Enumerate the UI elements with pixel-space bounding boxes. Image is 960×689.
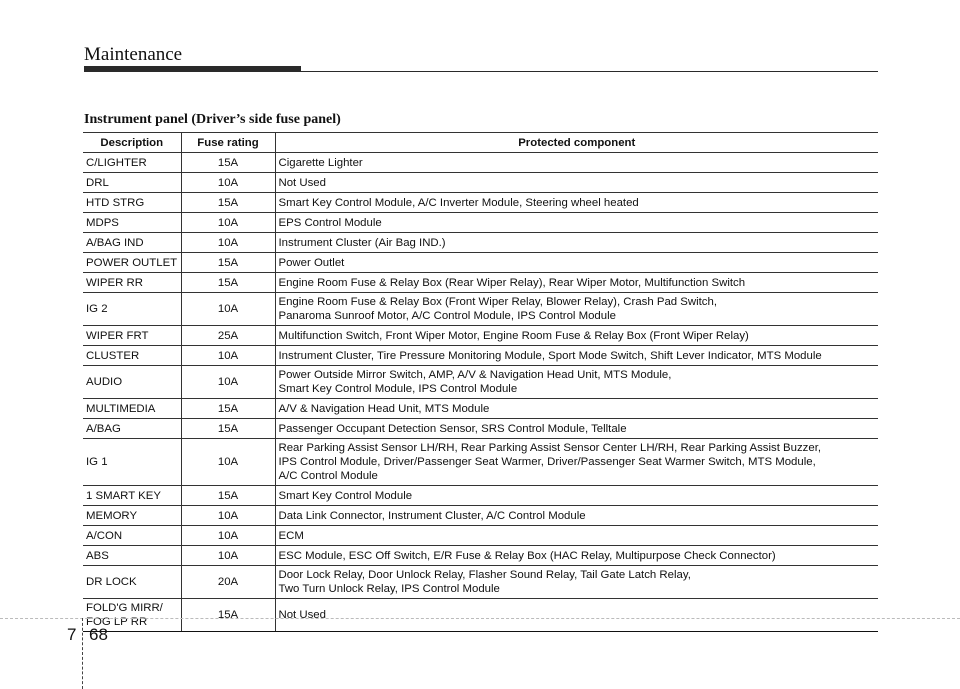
- table-row: [83, 193, 878, 213]
- row-protected-component: Power Outside Mirror Switch, AMP, A/V & Navigation Head Unit, MTS Module, Smart Key Control Module, IPS Control Module: [275, 366, 878, 399]
- table-row: [83, 486, 878, 506]
- row-protected-component: Cigarette Lighter: [275, 153, 878, 173]
- page-header-title: Maintenance: [84, 44, 183, 65]
- row-description: MDPS: [83, 213, 181, 233]
- row-fuse-rating: 15A: [181, 419, 275, 439]
- page-number-divider: [82, 618, 83, 689]
- row-protected-component: ESC Module, ESC Off Switch, E/R Fuse & Relay Box (HAC Relay, Multipurpose Check Connector): [275, 546, 878, 566]
- header-thin-rule: [84, 71, 878, 72]
- table-row: [83, 599, 878, 632]
- table-row: [83, 506, 878, 526]
- row-description: AUDIO: [83, 366, 181, 399]
- table-row: [83, 419, 878, 439]
- table-row: [83, 326, 878, 346]
- row-protected-component: Data Link Connector, Instrument Cluster, A/C Control Module: [275, 506, 878, 526]
- row-protected-component: Engine Room Fuse & Relay Box (Front Wiper Relay, Blower Relay), Crash Pad Switch, Panaroma Sunroof Motor, A/C Control Module, IPS Control Module: [275, 293, 878, 326]
- row-fuse-rating: 10A: [181, 213, 275, 233]
- row-fuse-rating: 15A: [181, 399, 275, 419]
- row-fuse-rating: 15A: [181, 486, 275, 506]
- header-protected-component: Protected component: [275, 133, 878, 153]
- row-fuse-rating: 10A: [181, 546, 275, 566]
- table-row: [83, 293, 878, 326]
- table-header-row: [83, 133, 878, 153]
- row-description: FOLD'G MIRR/ FOG LP RR: [83, 599, 181, 632]
- row-protected-component: Engine Room Fuse & Relay Box (Rear Wiper Relay), Rear Wiper Motor, Multifunction Switch: [275, 273, 878, 293]
- header-fuse-rating: Fuse rating: [181, 133, 275, 153]
- row-fuse-rating: 15A: [181, 273, 275, 293]
- row-description: MEMORY: [83, 506, 181, 526]
- row-fuse-rating: 15A: [181, 599, 275, 632]
- row-description: IG 2: [83, 293, 181, 326]
- row-protected-component: Rear Parking Assist Sensor LH/RH, Rear Parking Assist Sensor Center LH/RH, Rear Parking Assist Buzzer, IPS Control Module, Driver/Passenger Seat Warmer, Driver/Passenger Seat Warmer Switch, MTS Module, A/C Control Module: [275, 439, 878, 486]
- row-fuse-rating: 10A: [181, 233, 275, 253]
- row-protected-component: Door Lock Relay, Door Unlock Relay, Flasher Sound Relay, Tail Gate Latch Relay, Two Turn Unlock Relay, IPS Control Module: [275, 566, 878, 599]
- row-description: CLUSTER: [83, 346, 181, 366]
- row-description: DR LOCK: [83, 566, 181, 599]
- row-fuse-rating: 10A: [181, 173, 275, 193]
- row-protected-component: Power Outlet: [275, 253, 878, 273]
- row-fuse-rating: 10A: [181, 439, 275, 486]
- row-description: A/BAG: [83, 419, 181, 439]
- row-protected-component: Multifunction Switch, Front Wiper Motor, Engine Room Fuse & Relay Box (Front Wiper Relay): [275, 326, 878, 346]
- row-protected-component: EPS Control Module: [275, 213, 878, 233]
- table-row: [83, 399, 878, 419]
- table-row: [83, 566, 878, 599]
- row-description: C/LIGHTER: [83, 153, 181, 173]
- table-row: [83, 546, 878, 566]
- row-fuse-rating: 10A: [181, 293, 275, 326]
- row-fuse-rating: 10A: [181, 366, 275, 399]
- table-row: [83, 253, 878, 273]
- row-description: WIPER FRT: [83, 326, 181, 346]
- row-protected-component: Smart Key Control Module: [275, 486, 878, 506]
- row-fuse-rating: 15A: [181, 153, 275, 173]
- row-description: A/BAG IND: [83, 233, 181, 253]
- row-fuse-rating: 10A: [181, 346, 275, 366]
- header-description: Description: [83, 133, 181, 153]
- table-row: [83, 439, 878, 486]
- row-protected-component: Not Used: [275, 599, 878, 632]
- fuse-table: [83, 132, 878, 632]
- table-row: [83, 366, 878, 399]
- row-protected-component: Not Used: [275, 173, 878, 193]
- row-protected-component: Instrument Cluster, Tire Pressure Monitoring Module, Sport Mode Switch, Shift Lever Indicator, MTS Module: [275, 346, 878, 366]
- row-description: 1 SMART KEY: [83, 486, 181, 506]
- row-description: A/CON: [83, 526, 181, 546]
- row-fuse-rating: 10A: [181, 526, 275, 546]
- row-protected-component: Smart Key Control Module, A/C Inverter Module, Steering wheel heated: [275, 193, 878, 213]
- row-fuse-rating: 10A: [181, 506, 275, 526]
- table-row: [83, 233, 878, 253]
- row-description: WIPER RR: [83, 273, 181, 293]
- section-title: Instrument panel (Driver’s side fuse panel): [84, 112, 341, 127]
- row-description: HTD STRG: [83, 193, 181, 213]
- row-description: MULTIMEDIA: [83, 399, 181, 419]
- footer-rule: [0, 618, 960, 619]
- row-protected-component: A/V & Navigation Head Unit, MTS Module: [275, 399, 878, 419]
- row-fuse-rating: 20A: [181, 566, 275, 599]
- row-protected-component: Passenger Occupant Detection Sensor, SRS Control Module, Telltale: [275, 419, 878, 439]
- table-row: [83, 173, 878, 193]
- row-fuse-rating: 15A: [181, 193, 275, 213]
- row-description: IG 1: [83, 439, 181, 486]
- row-fuse-rating: 15A: [181, 253, 275, 273]
- row-fuse-rating: 25A: [181, 326, 275, 346]
- row-description: POWER OUTLET: [83, 253, 181, 273]
- row-protected-component: ECM: [275, 526, 878, 546]
- chapter-number: 7: [67, 625, 77, 644]
- row-protected-component: Instrument Cluster (Air Bag IND.): [275, 233, 878, 253]
- table-row: [83, 346, 878, 366]
- table-row: [83, 526, 878, 546]
- table-row: [83, 153, 878, 173]
- table-row: [83, 213, 878, 233]
- table-row: [83, 273, 878, 293]
- row-description: DRL: [83, 173, 181, 193]
- row-description: ABS: [83, 546, 181, 566]
- page-number: 68: [89, 625, 108, 644]
- fuse-table-body: [83, 153, 878, 632]
